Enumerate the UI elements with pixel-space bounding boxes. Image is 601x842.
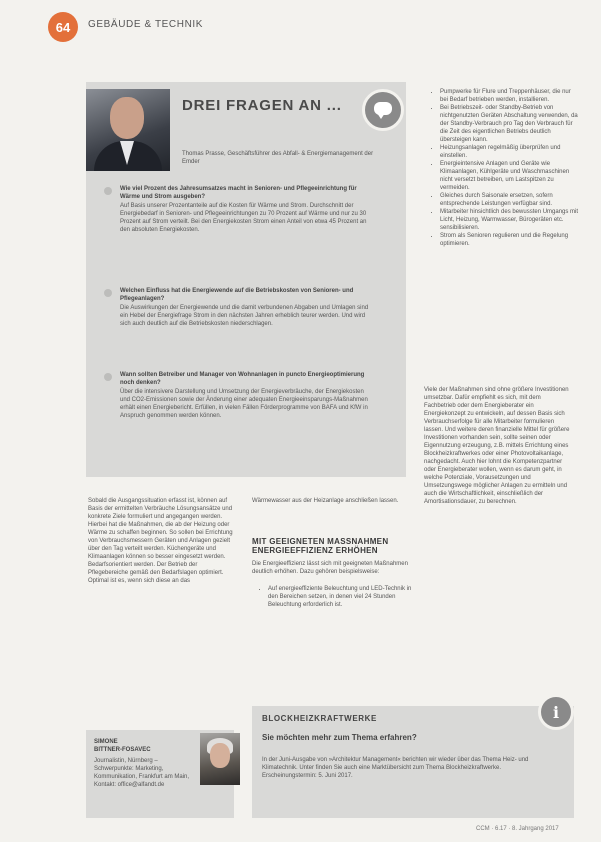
info-icon: i: [538, 694, 574, 730]
question-2: Welchen Einfluss hat die Energiewende auf die Betriebskosten von Senioren- und Pflegeanlagen?: [120, 288, 354, 302]
body-column-2-text: Die Energieeffizienz lässt sich mit geeigneten Maßnahmen deutlich erhöhen. Dazu gehören beispielsweise:: [252, 561, 408, 575]
body-list: [260, 585, 418, 609]
section-title: GEBÄUDE & TECHNIK: [88, 19, 204, 30]
author-info: Journalistin, Nürnberg – Schwerpunkte: Marketing, Kommunikation, Frankfurt am Main, Kontakt: office@alfandt.de: [94, 758, 190, 788]
list-item: • Pumpwerke für Flure und Treppenhäuser, die nur bei Bedarf betrieben werden, installieren.: [440, 88, 580, 104]
measures-list: [432, 88, 580, 248]
right-column-text: Viele der Maßnahmen sind ohne größere Investitionen umsetzbar. Dafür empfiehlt es sich, mit dem Fachbetrieb oder dem Energieberater ein Energiekonzept zu entwickeln, auf dessen Basis sich Verbrauchserfolge für alle Mitarbeiter formulieren lassen. Und weitere deren finanzielle Mittel für größere Investitionen vorhanden sein, sollte seinen oder Eigennutzung erzeugung, z.B. mittels Errichtung eines Blockheizkraftwerkes oder einer Photovoltaikanlage, nachgedacht. Auch hier lohnt die Kompetenzpartner oder Energieberater wollen, wenn es darum geht, in welche Potenziale, Vorausetzungen und Umsetzungswege möglicher Anlagen zu ermitteln und auch die Wirtschaftlichkeit, einschließlich der Amortisationsdauer, zu berechnen.: [424, 387, 570, 505]
list-item: • Heizungsanlagen regelmäßig überprüfen und einstellen.: [440, 144, 580, 160]
speech-bubble-icon: [362, 89, 404, 131]
question-marker-icon: [104, 373, 112, 381]
list-item: • Auf energieeffiziente Beleuchtung und LED-Technik in den Bereichen setzen, in denen viel 24 Stunden Beleuchtung erforderlich ist.: [268, 585, 418, 609]
answer-1: Auf Basis unserer Prozentanteile auf die Kosten für Wärme und Strom. Durchschnitt der Energiebedarf in Senioren- und Pflegeeinrichtungen zu 70 Prozent auf Wärme und nur zu 30 Prozent auf Strom verteilt. Bei den Energiekosten Strom einen Anteil von etwa 45 Prozent an den absoluten Energiekosten.: [120, 203, 367, 233]
list-item: • Strom als Senioren regulieren und die Regelung optimieren.: [440, 232, 580, 248]
list-item: • Mitarbeiter hinsichtlich des bewussten Umgangs mit Licht, Heizung, Warmwasser, Bürogeräten etc. sensibilisieren.: [440, 208, 580, 232]
answer-2: Die Auswirkungen der Energiewende und die damit verbundenen Abgaben und Umlagen sind ein Hebel der Energiefrage Strom in den nächsten Jahren erheblich teurer werden. Und wird sich auch deutlich auf die Betriebskosten niederschlagen.: [120, 305, 369, 327]
interview-title: DREI FRAGEN AN ...: [182, 97, 342, 114]
author-photo: [200, 733, 240, 785]
question-marker-icon: [104, 187, 112, 195]
author-first-name: SIMONE: [94, 739, 118, 745]
info-box-title: BLOCKHEIZKRAFTWERKE: [262, 714, 377, 723]
body-column-1: Sobald die Ausgangssituation erfasst ist, können auf Basis der ermittelten Verbräuche Lösungsansätze und konkrete Ziele formuliert und angegangen werden. Hierbei hat die Maßnahmen, die ab der Heizung oder Wärme zu schaffen beginnen. So sollen bei Errichtung von Verbrauchsmessern Geräten und Anlagen gezielt über den Tag verteilt werden. Küchengeräte und Klimaanlagen können so besser eingesetzt werden. Bedarfsorientiert werden. Der Betrieb der Pflegebereiche gemäß den Bedarfslagen optimiert. Optimal ist es, wenn sich diese an das: [88, 498, 233, 584]
question-marker-icon: [104, 289, 112, 297]
page-footer: CCM · 6.17 · 8. Jahrgang 2017: [476, 826, 559, 832]
interviewee-photo: [86, 89, 170, 171]
page-number-badge: 64: [48, 12, 78, 42]
info-box-question: Sie möchten mehr zum Thema erfahren?: [262, 733, 417, 742]
question-1: Wie viel Prozent des Jahresumsatzes macht in Senioren- und Pflegeeinrichtung für Wärme und Strom ausgeben?: [120, 186, 357, 200]
author-name: [94, 738, 151, 754]
list-item: • Bei Betriebszeit- oder Standby-Betrieb von nichtgenutzten Geräten Abschaltung verwenden, da der Standby-Verbrauch pro Tag den Verbrauch für die Zeit des eigentlichen Betriebs deutlich übersteigen kann.: [440, 104, 580, 144]
author-last-name: BITTNER-FOSAVEC: [94, 747, 151, 753]
interview-intro: Thomas Prasse, Geschäftsführer des Abfall- & Energiemanagement der Emder: [182, 151, 374, 165]
body-column-2-intro: Wärmewasser aus der Heizanlage anschließen lassen.: [252, 498, 399, 504]
list-item: • Energieintensive Anlagen und Geräte wie Klimaanlagen, Kühlgeräte und Waschmaschinen nicht versetzt betreiben, um Lastspitzen zu vermeiden.: [440, 160, 580, 192]
list-item: • Gleiches durch Saisonale ersetzen, sofern entsprechende Leistungen verfügbar sind.: [440, 192, 580, 208]
body-subheading: MIT GEEIGNETEN MASSNAHMEN ENERGIEEFFIZIENZ ERHÖHEN: [252, 537, 389, 555]
answer-3: Über die intensivere Darstellung und Umsetzung der Energieverbräuche, der Energiekosten und CO2-Emissionen sowie der Änderung einer adequaten Energieeinsparungs-Maßnahmen erhält einen Energiebericht. Erfüllen, in vielen Fällen Förderprogramme von BAFA und KfW in Anspruch genommen werden können.: [120, 389, 368, 419]
info-box-text: In der Juni-Ausgabe von »Architektur Management« berichten wir wieder über das Thema Heiz- und Klimatechnik. Unter finden Sie auch eine Marktübersicht zum Thema Blockheizkraftwerke. Erscheinungstermin: 5. Juni 2017.: [262, 757, 529, 779]
question-3: Wann sollten Betreiber und Manager von Wohnanlagen in puncto Energieoptimierung noch denken?: [120, 372, 365, 386]
